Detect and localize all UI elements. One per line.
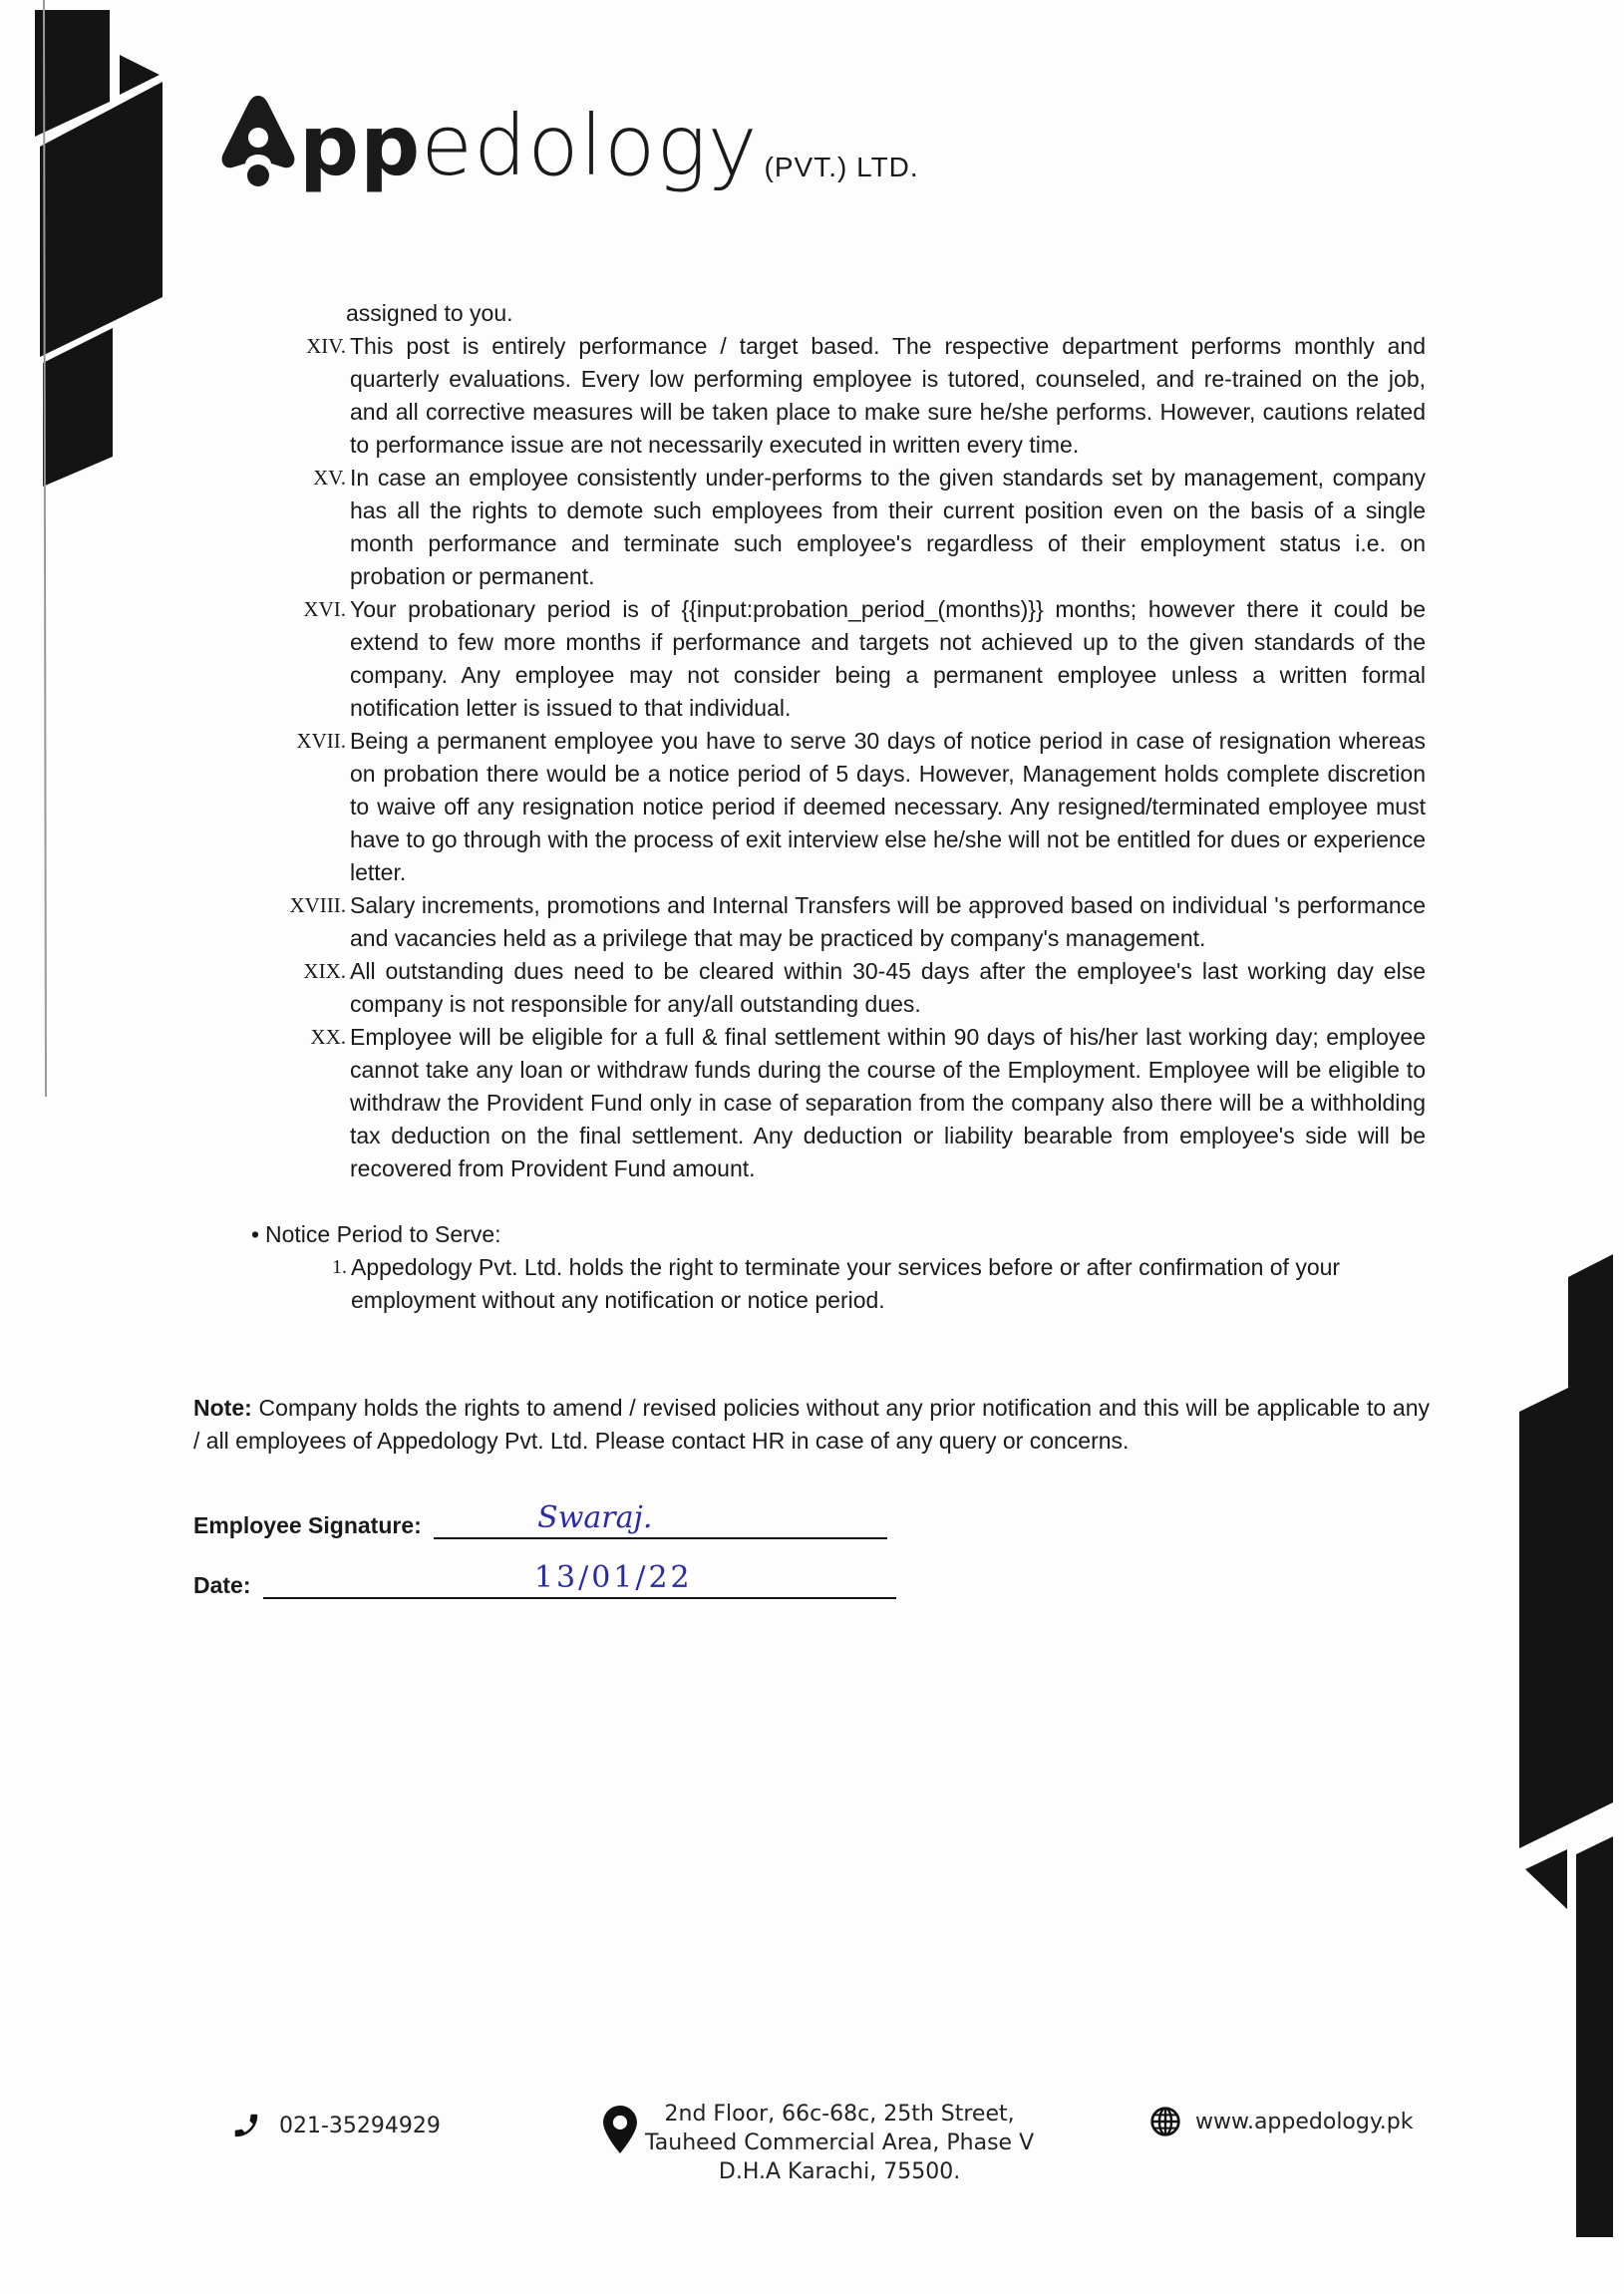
policy-content (250, 297, 1426, 1317)
website-link[interactable]: www.appedology.pk (1195, 2109, 1414, 2134)
policy-item (269, 725, 1426, 889)
item-text: All outstanding dues need to be cleared within 30-45 days after the employee's last working day else company is not responsible for any/all outstanding dues. (350, 958, 1426, 1017)
notice-item (269, 1251, 1426, 1317)
logo-suffix: (PVT.) LTD. (764, 152, 919, 182)
address-line-1: 2nd Floor, 66c-68c, 25th Street, (664, 2102, 1015, 2127)
item-number: XIV. (306, 334, 346, 358)
signature-field[interactable] (434, 1500, 887, 1539)
bullet-icon: • (250, 1221, 260, 1247)
date-handwriting: 13/01/22 (533, 1560, 693, 1595)
item-text: Being a permanent employee you have to serve 30 days of notice period in case of resignation whereas on probation there would be a notice period of 5 days. However, Management holds complete discretion to waive off any resignation notice period if deemed necessary. Any resigned/terminated employee must have to go through with the process of exit interview else he/she will not be entitled for dues or experience letter. (350, 728, 1426, 885)
item-number: XVIII. (289, 893, 346, 917)
item-text: Your probationary period is of {{input:probation_period_(months)}} months; however there it could be extend to few more months if performance and targets not achieved up to the given standards of the company. Any employee may not consider being a permanent employee unless a written formal notification letter is issued to that individual. (350, 596, 1426, 721)
left-decoration (0, 0, 199, 1097)
policy-item (269, 1021, 1426, 1185)
note-label: Note: (193, 1395, 252, 1421)
note-text: Company holds the rights to amend / revised policies without any prior notification and this will be applicable to any / all employees of Appedology Pvt. Ltd. Please contact HR in case of any query or concerns. (193, 1395, 1430, 1454)
notice-section (245, 1218, 1426, 1317)
globe-icon (1149, 2106, 1181, 2137)
policy-item (269, 330, 1426, 462)
footer-website (1149, 2106, 1413, 2137)
item-number: XX. (310, 1025, 346, 1049)
policy-item (269, 462, 1426, 593)
policy-item (269, 955, 1426, 1021)
employee-signature-row (193, 1500, 887, 1539)
logo-mark-icon (219, 92, 297, 187)
item-number: XVII. (296, 729, 346, 753)
item-number: XVI. (303, 597, 346, 621)
location-pin-icon (603, 2106, 637, 2153)
phone-number: 021-35294929 (279, 2113, 441, 2138)
notice-heading: Notice Period to Serve: (265, 1221, 501, 1247)
address-line-3: D.H.A Karachi, 75500. (718, 2159, 961, 2184)
item-text: This post is entirely performance / target based. The respective department performs monthly and quarterly evaluations. Every low performing employee is tutored, counseled, and re-trained on the job, and all corrective measures will be taken place to make sure he/she performs. However, cautions related to performance issue are not necessarily executed in written every time. (350, 333, 1426, 458)
signature-label: Employee Signature: (193, 1512, 422, 1538)
footer-address (603, 2100, 1034, 2186)
policy-item (269, 593, 1426, 725)
item-text: Salary increments, promotions and Internal Transfers will be approved based on individual 's performance and vacancies held as a privilege that may be practiced by company's management. (350, 892, 1426, 951)
logo-wordmark: ppedology (299, 97, 759, 194)
item-number: 1. (332, 1256, 347, 1278)
policy-item (269, 889, 1426, 955)
signature-handwriting: Swaraj. (537, 1500, 653, 1535)
item-number: XV. (313, 466, 346, 490)
item-text: Appedology Pvt. Ltd. holds the right to terminate your services before or after confirmation of your employment without any notification or notice period. (351, 1254, 1341, 1313)
item-text: Employee will be eligible for a full & final settlement within 90 days of his/her last working day; employee cannot take any loan or withdraw funds during the course of the Employment. Employee will be eligible to withdraw the Provident Fund only in case of separation from the company also there will be a withholding tax deduction on the final settlement. Any deduction or liability bearable from employee's side will be recovered from Provident Fund amount. (350, 1024, 1426, 1181)
date-row (193, 1560, 896, 1599)
footer-phone (231, 2111, 441, 2140)
note-paragraph (193, 1392, 1430, 1458)
lead-text: assigned to you. (346, 300, 513, 326)
address-line-2: Tauheed Commercial Area, Phase V (645, 2130, 1035, 2155)
date-label: Date: (193, 1572, 251, 1598)
phone-icon (231, 2111, 261, 2140)
item-text: In case an employee consistently under-performs to the given standards set by management, company has all the rights to demote such employees from their current position even on the basis of a single month performance and terminate such employee's regardless of their employment status i.e. on probation or permanent. (350, 465, 1426, 589)
item-number: XIX. (303, 959, 346, 983)
company-logo (219, 92, 919, 194)
date-field[interactable] (263, 1560, 896, 1599)
